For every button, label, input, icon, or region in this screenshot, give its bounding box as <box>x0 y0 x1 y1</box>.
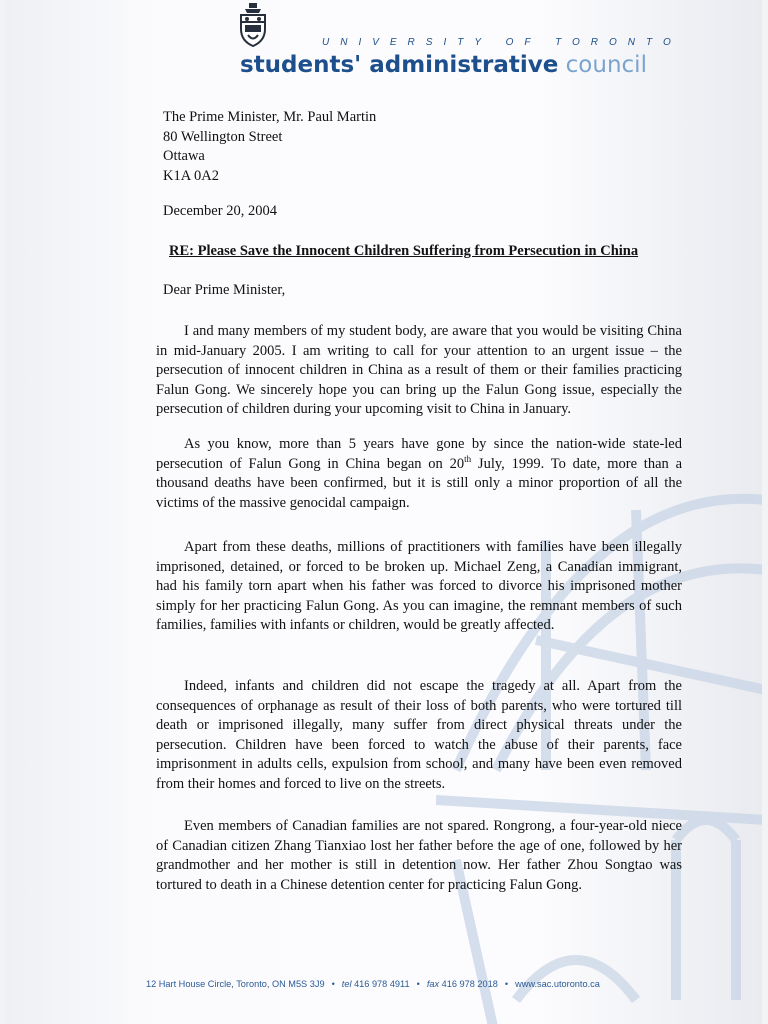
paragraph-text: As you know, more than 5 years have gone by since the nation-wide state-led persecution of Falun Gong in China began on 20 <box>156 436 682 472</box>
footer-separator: • <box>504 979 509 989</box>
footer-tel: 416 978 4911 <box>354 979 410 989</box>
body-paragraph: Even members of Canadian families are not spared. Rongrong, a four-year-old niece of Canadian citizen Zhang Tianxiao lost her father before the age of one, followed by her grandmother and her mother is still in detention now. Her father Zhou Songtao was tortured to death in a Chinese detention center for practicing Falun Gong. <box>156 818 682 893</box>
letter-page <box>6 0 762 1024</box>
footer-tel-label: tel <box>341 979 352 989</box>
recipient-line: Ottawa <box>163 148 205 164</box>
recipient-address <box>163 108 376 186</box>
footer-address: 12 Hart House Circle, Toronto, ON M5S 3J9 <box>146 979 325 989</box>
letter-date: December 20, 2004 <box>163 203 277 219</box>
footer-fax: 416 978 2018 <box>441 979 498 989</box>
footer-separator: • <box>331 979 335 989</box>
salutation: Dear Prime Minister, <box>163 282 286 298</box>
paragraph-text: July, 1999. To date, more than a thousand deaths have been confirmed, but it is still only a minor proportion of all the victims of the massive genocidal campaign. <box>156 455 683 511</box>
recipient-line: 80 Wellington Street <box>163 128 283 145</box>
university-crest-logo <box>235 3 271 47</box>
council-name-light: council <box>565 52 647 78</box>
council-name-bold: students' administrative <box>240 52 559 78</box>
recipient-line: The Prime Minister, Mr. Paul Martin <box>163 109 377 125</box>
subject-line: RE: Please Save the Innocent Children Suffering from Persecution in China <box>169 243 639 259</box>
council-name <box>240 50 647 80</box>
letterhead-footer <box>146 979 600 989</box>
body-paragraph: Indeed, infants and children did not escape the tragedy at all. Apart from the consequences of orphanage as result of their loss of both parents, who were tortured till death or imprisoned illegally, many suffer from direct physical threats under the persecution. Children have been forced to watch the abuse of their parents, face imprisonment in adults cells, expulsion from school, and many have been even removed from their homes and forced to live on the streets. <box>156 678 682 792</box>
ordinal-suffix: th <box>464 453 472 464</box>
university-name: UNIVERSITY OF TORONTO <box>322 37 682 48</box>
body-paragraph: Apart from these deaths, millions of practitioners with families have been illegally imprisoned, detained, or forced to be broken up. Michael Zeng, a Canadian immigrant, had his family torn apart when his father was forced to divorce his imprisoned mother simply for her practicing Falun Gong. As you can imagine, the remnant members of such families, families with infants or children, would be greatly affected. <box>156 539 682 634</box>
footer-separator: • <box>416 979 420 989</box>
recipient-line: K1A 0A2 <box>163 167 219 184</box>
body-paragraph <box>156 435 682 513</box>
footer-fax-label: fax <box>426 979 440 989</box>
footer-website: www.sac.utoronto.ca <box>515 979 600 989</box>
body-paragraph: I and many members of my student body, are aware that you would be visiting China in mid-January 2005. I am writing to call for your attention to an urgent issue – the persecution of innocent children in China as a result of them or their families practicing Falun Gong. We sincerely hope you can bring up the Falun Gong issue, especially the persecution of children during your upcoming visit to China in January. <box>156 323 682 418</box>
